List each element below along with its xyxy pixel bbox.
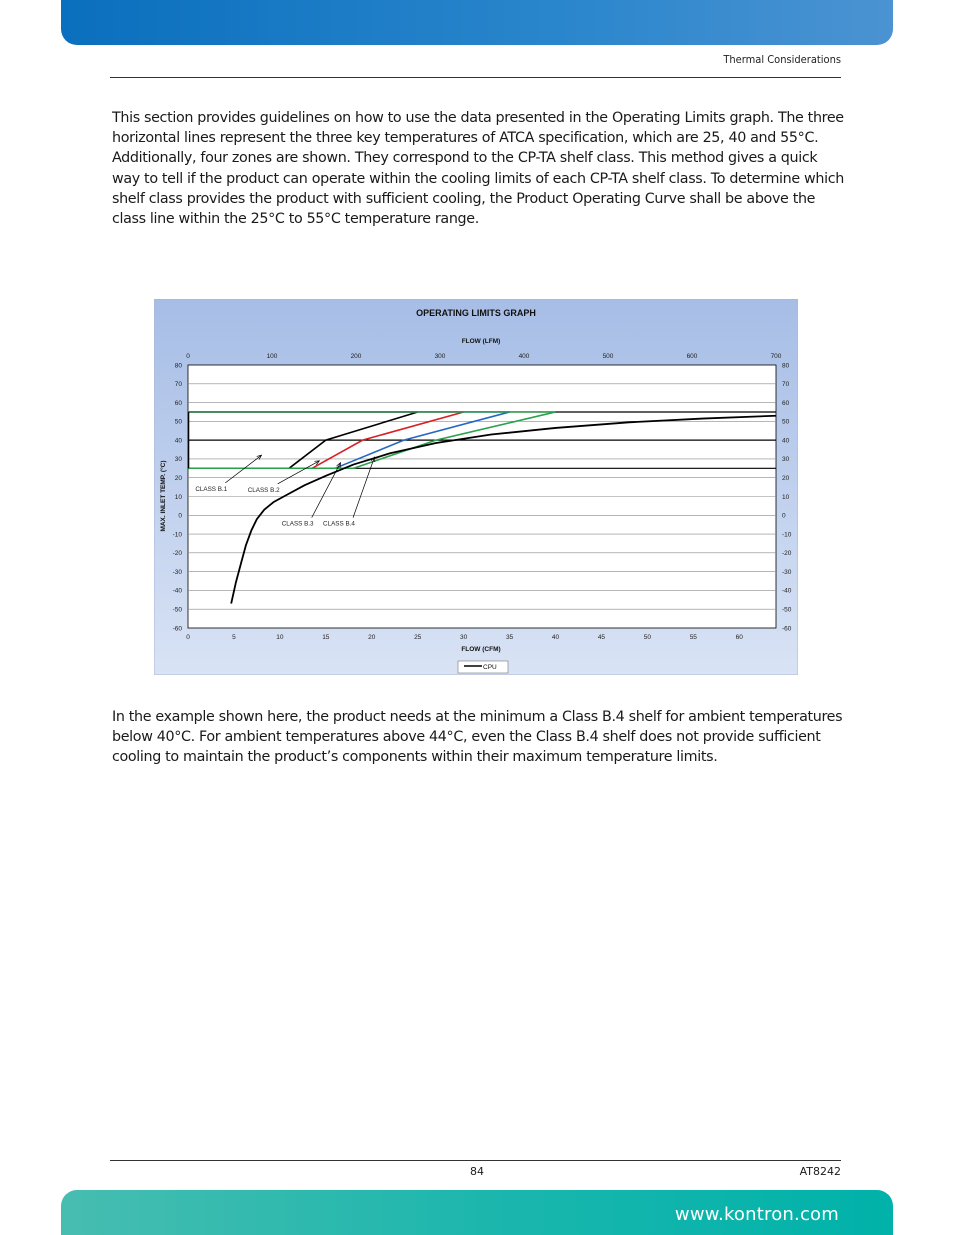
footer-divider [110, 1160, 841, 1161]
y-tick-label-right: 10 [782, 493, 790, 501]
class-annotation-label: CLASS B.2 [247, 486, 280, 494]
y-tick-label-right: -60 [782, 625, 792, 633]
x-tick-label: 5 [232, 634, 236, 641]
legend-label-cpu: CPU [483, 664, 497, 671]
x-tick-label: 0 [186, 634, 190, 641]
y-tick-label-right: 20 [782, 475, 790, 483]
x-tick-label: 35 [505, 634, 514, 641]
x2-tick-label: 500 [602, 353, 614, 360]
y-tick-label-left: -60 [172, 625, 182, 633]
header-divider [110, 77, 841, 78]
class-annotation-label: CLASS B.3 [281, 520, 314, 528]
y-tick-label-right: 70 [782, 381, 790, 389]
y-tick-label-left: 0 [178, 512, 182, 520]
chart-title: OPERATING LIMITS GRAPH [416, 308, 536, 318]
y-tick-label-left: 70 [174, 381, 182, 389]
x-tick-label: 15 [322, 634, 330, 641]
x2-tick-label: 700 [770, 353, 782, 360]
x-axis-label: FLOW (CFM) [461, 646, 501, 653]
y-tick-label-left: 20 [174, 475, 182, 483]
top-axis-label: FLOW (LFM) [461, 338, 501, 345]
x-tick-label: 20 [368, 634, 376, 641]
y-tick-label-right: -50 [782, 606, 792, 614]
y-axis-label: MAX. INLET TEMP. (°C) [160, 460, 167, 532]
chart-svg [154, 299, 798, 675]
y-tick-label-left: -10 [172, 531, 182, 539]
class-annotation-label: CLASS B.4 [323, 520, 355, 528]
x-tick-label: 30 [460, 634, 468, 641]
y-tick-label-right: 40 [782, 437, 790, 445]
y-tick-label-right: -40 [782, 587, 792, 595]
x2-tick-label: 200 [350, 353, 362, 360]
y-tick-label-left: 50 [174, 418, 182, 426]
y-tick-label-left: -50 [172, 606, 182, 614]
x-tick-label: 45 [597, 634, 606, 641]
x2-tick-label: 400 [518, 353, 530, 360]
y-tick-label-right: -30 [782, 568, 792, 576]
website-link[interactable]: www.kontron.com [674, 1204, 839, 1225]
y-tick-label-right: -20 [782, 550, 792, 558]
y-tick-label-left: -40 [172, 587, 182, 595]
x-tick-label: 10 [276, 634, 284, 641]
x2-tick-label: 0 [186, 353, 190, 360]
x2-tick-label: 600 [686, 353, 698, 360]
y-tick-label-right: -10 [782, 531, 792, 539]
x-tick-label: 40 [551, 634, 560, 641]
section-title: Thermal Considerations [723, 53, 841, 66]
footer-banner [61, 1190, 893, 1235]
x-tick-label: 25 [414, 634, 422, 641]
y-tick-label-left: -20 [172, 550, 182, 558]
y-tick-label-right: 60 [782, 399, 790, 407]
operating-limits-chart [154, 299, 798, 675]
x-tick-label: 60 [735, 634, 743, 641]
y-tick-label-left: 10 [174, 493, 182, 501]
x-tick-label: 55 [689, 634, 697, 641]
y-tick-label-left: -30 [172, 568, 182, 576]
y-tick-label-left: 80 [174, 362, 182, 370]
y-tick-label-right: 80 [782, 362, 790, 370]
class-annotation-label: CLASS B.1 [195, 485, 228, 493]
y-tick-label-right: 50 [782, 418, 790, 426]
example-paragraph: In the example shown here, the product needs at the minimum a Class B.4 shelf for ambient temperatures below 40°C. For ambient temperatures above 44°C, even the Class B.4 shelf does not provide sufficient cooling to maintain the product’s components within their maximum temperature limits. [112, 709, 843, 766]
x2-tick-label: 300 [434, 353, 446, 360]
y-tick-label-left: 40 [174, 437, 182, 445]
y-tick-label-left: 30 [174, 456, 182, 464]
x-tick-label: 50 [643, 634, 651, 641]
intro-paragraph: This section provides guidelines on how to use the data presented in the Operating Limits graph. The three horizontal lines represent the three key temperatures of ATCA specification, which are 25, 40 and 55°C. Additionally, four zones are shown. They correspond to the CP-TA shelf class. This method gives a quick way to tell if the product can operate within the cooling limits of each CP-TA shelf class. To determine which shelf class provides the product with sufficient cooling, the Product Operating Curve shall be above the class line within the 25°C to 55°C temperature range. [112, 110, 844, 228]
page-number: 84 [470, 1165, 484, 1178]
x2-tick-label: 100 [266, 353, 278, 360]
header-banner [61, 0, 893, 45]
y-tick-label-right: 0 [782, 512, 786, 520]
document-id: AT8242 [799, 1165, 841, 1178]
y-tick-label-left: 60 [174, 399, 182, 407]
y-tick-label-right: 30 [782, 456, 790, 464]
